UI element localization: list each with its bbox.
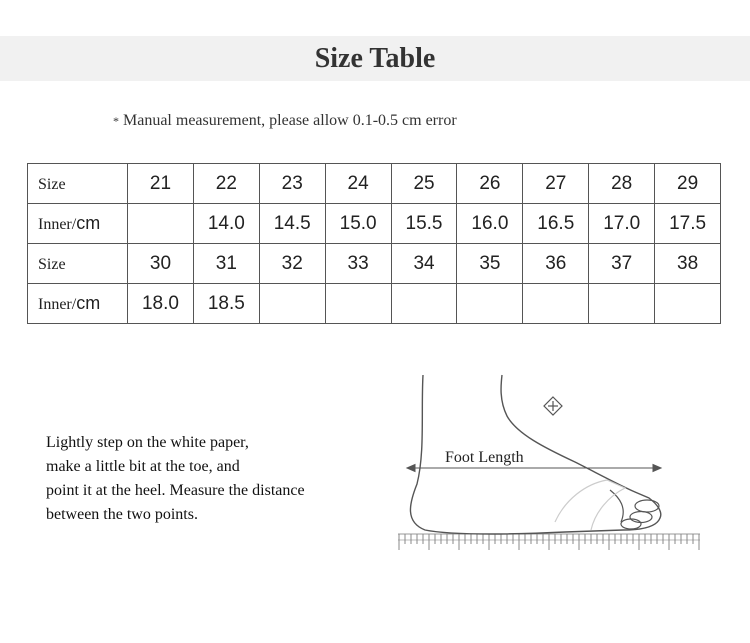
table-cell — [259, 284, 325, 324]
table-cell — [128, 204, 194, 244]
instruction-line: make a little bit at the toe, and — [46, 458, 240, 475]
instruction-line: Lightly step on the white paper, — [46, 434, 249, 451]
table-cell: 15.5 — [391, 204, 457, 244]
table-cell: 16.5 — [523, 204, 589, 244]
table-row — [28, 204, 721, 244]
page-title: Size Table — [314, 43, 436, 74]
table-cell: 35 — [457, 244, 523, 284]
table-cell — [457, 284, 523, 324]
size-table — [27, 163, 721, 324]
table-cell: 16.0 — [457, 204, 523, 244]
table-cell: 29 — [655, 164, 721, 204]
row-header: Inner/cm — [28, 284, 128, 324]
table-cell: 17.0 — [589, 204, 655, 244]
table-cell: 33 — [325, 244, 391, 284]
toes-detail — [610, 490, 659, 529]
row-header: Size — [28, 164, 128, 204]
table-cell: 18.5 — [193, 284, 259, 324]
measurement-instructions — [46, 431, 376, 527]
table-cell — [325, 284, 391, 324]
table-cell: 24 — [325, 164, 391, 204]
table-cell — [523, 284, 589, 324]
table-cell: 25 — [391, 164, 457, 204]
table-cell: 15.0 — [325, 204, 391, 244]
row-header: Size — [28, 244, 128, 284]
table-cell: 31 — [193, 244, 259, 284]
table-cell — [655, 284, 721, 324]
table-cell: 32 — [259, 244, 325, 284]
table-cell: 21 — [128, 164, 194, 204]
foot-length-label: Foot Length — [445, 449, 524, 466]
table-cell: 14.5 — [259, 204, 325, 244]
table-row — [28, 244, 721, 284]
table-cell: 27 — [523, 164, 589, 204]
table-cell: 23 — [259, 164, 325, 204]
table-cell: 26 — [457, 164, 523, 204]
crosshair-icon — [544, 397, 562, 415]
table-cell — [391, 284, 457, 324]
table-row — [28, 164, 721, 204]
table-cell: 37 — [589, 244, 655, 284]
measurement-note-text: Manual measurement, please allow 0.1-0.5 cm error — [123, 112, 457, 129]
table-cell: 36 — [523, 244, 589, 284]
table-row — [28, 284, 721, 324]
paper-sheet — [555, 480, 625, 530]
foot-measurement-diagram — [395, 372, 705, 557]
table-cell: 28 — [589, 164, 655, 204]
table-cell: 22 — [193, 164, 259, 204]
row-header: Inner/cm — [28, 204, 128, 244]
table-cell: 14.0 — [193, 204, 259, 244]
table-cell: 18.0 — [128, 284, 194, 324]
instruction-line: between the two points. — [46, 506, 198, 523]
measurement-note — [113, 112, 457, 130]
table-cell: 38 — [655, 244, 721, 284]
instruction-line: point it at the heel. Measure the distance — [46, 482, 305, 499]
table-cell: 34 — [391, 244, 457, 284]
asterisk-marker: * — [113, 114, 119, 128]
table-cell: 17.5 — [655, 204, 721, 244]
table-cell: 30 — [128, 244, 194, 284]
table-cell — [589, 284, 655, 324]
ruler — [398, 534, 700, 550]
